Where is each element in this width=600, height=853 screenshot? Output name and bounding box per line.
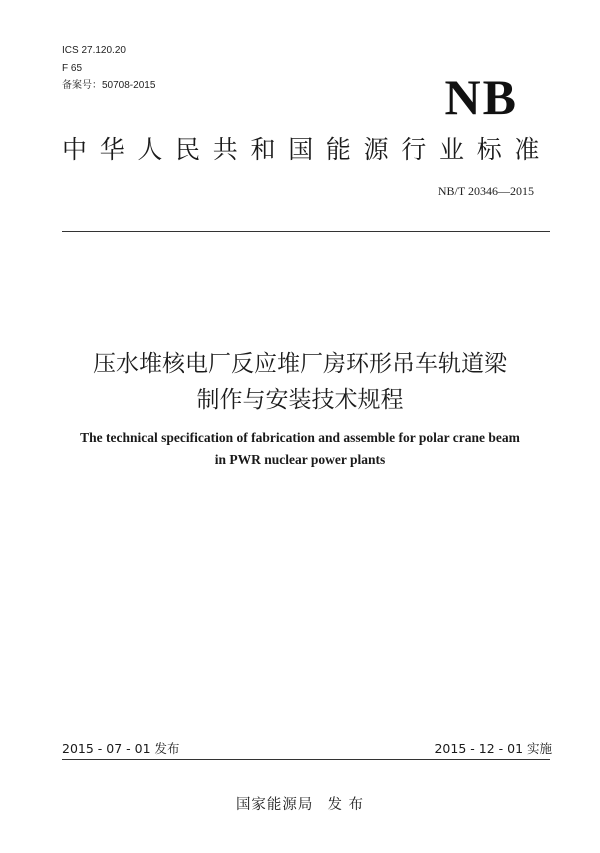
header-divider [62,231,550,232]
ccs-code: F 65 [62,63,83,74]
nb-logo: NB [444,69,518,125]
filing-number: 备案号：50708-2015 [62,80,156,91]
issuer-line [0,793,600,814]
issuer-action: 发 布 [327,797,365,813]
standard-number: NB/T 20346—2015 [437,184,534,198]
title-en-line-1: The technical specification of fabrication and assemble for polar crane beam [80,430,520,445]
publish-date: 2015 - 07 - 01 发布 [62,741,180,756]
ics-code: ICS 27.120.20 [62,45,126,56]
footer-divider [62,759,550,760]
implement-date: 2015 - 12 - 01 实施 [434,741,552,756]
title-cn-line-1: 压水堆核电厂反应堆厂房环形吊车轨道梁 [93,351,507,377]
standard-type-heading: 中华人民共和国能源行业标准 [62,135,553,164]
issuer-org: 国家能源局 [235,797,314,813]
title-cn-line-2: 制作与安装技术规程 [196,387,404,413]
title-en-line-2: in PWR nuclear power plants [214,452,386,467]
